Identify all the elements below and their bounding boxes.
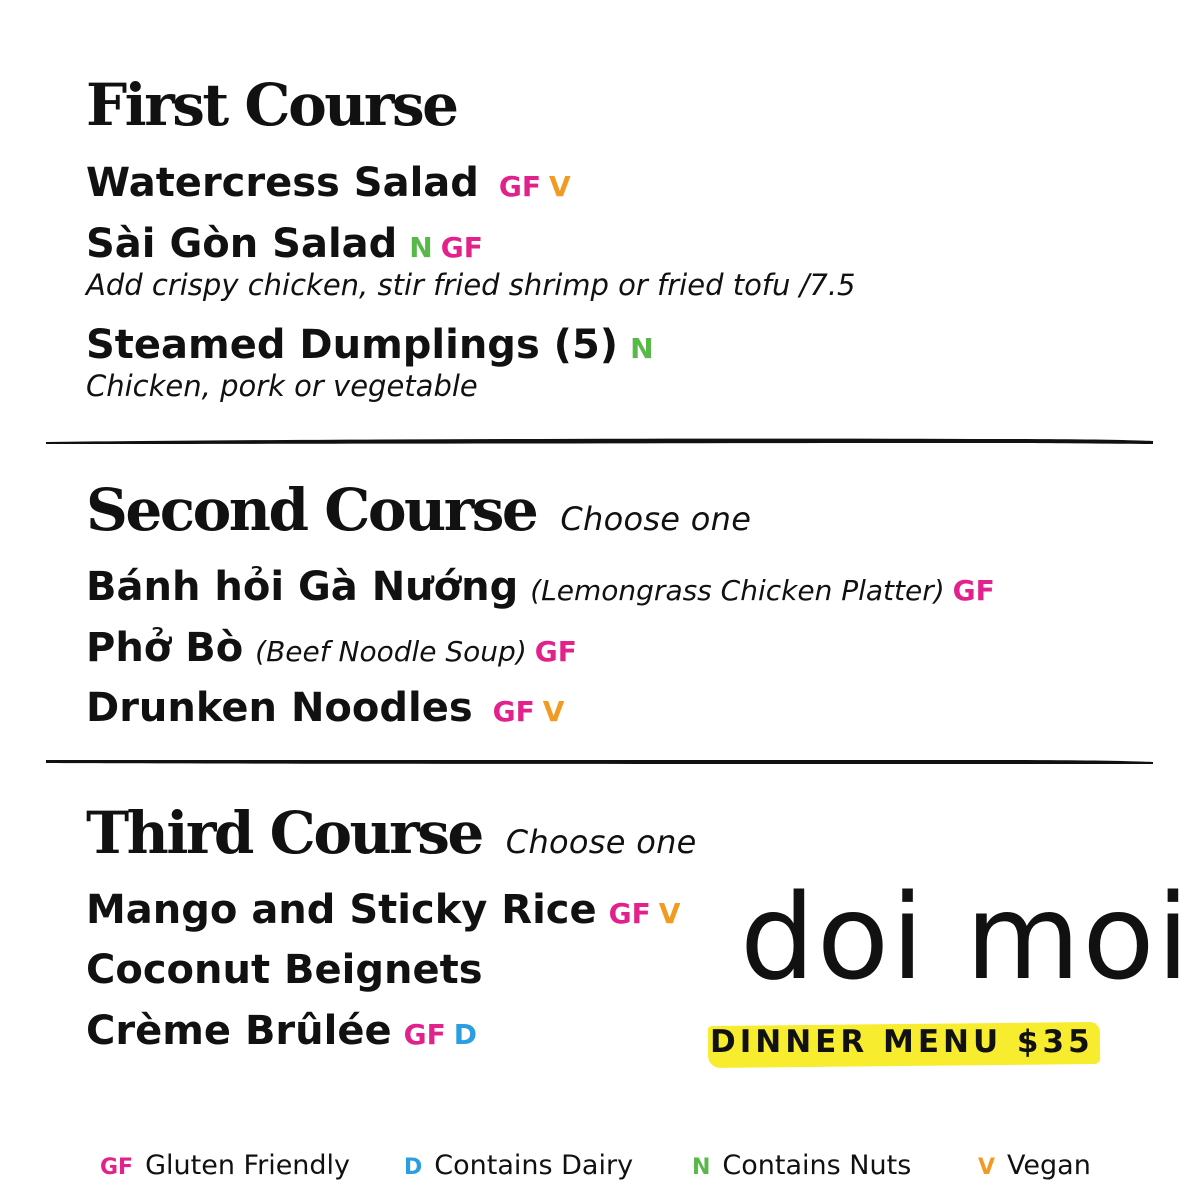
menu-item-mango-sticky-rice xyxy=(86,887,681,933)
item-name: Crème Brûlée xyxy=(86,1008,392,1054)
section-divider xyxy=(0,752,1201,770)
tag-vegan: V xyxy=(658,897,681,930)
tag-contains-nuts: N xyxy=(630,332,654,365)
item-name: Bánh hỏi Gà Nướng xyxy=(86,564,519,610)
brand-logo: doi moi xyxy=(740,868,1192,1006)
legend-label: Contains Dairy xyxy=(434,1150,634,1181)
course-subtitle: Choose one xyxy=(560,500,752,538)
tag-gluten-friendly: GF xyxy=(492,695,535,728)
legend-label: Vegan xyxy=(1007,1150,1091,1181)
legend-label: Gluten Friendly xyxy=(145,1150,351,1181)
legend-label: Contains Nuts xyxy=(722,1150,912,1181)
tag-contains-dairy: D xyxy=(453,1018,477,1051)
menu-item-coconut-beignets xyxy=(86,947,483,993)
menu-item-steamed-dumplings xyxy=(86,322,654,368)
menu-item-banh-hoi-ga-nuong xyxy=(86,564,995,610)
tag-vegan: V xyxy=(542,695,565,728)
menu-item-saigon-salad xyxy=(86,221,483,267)
tag-contains-nuts: N xyxy=(409,231,433,264)
tag-gluten-friendly: GF xyxy=(534,635,577,668)
course-title: First Course xyxy=(86,71,457,139)
item-description: Add crispy chicken, stir fried shrimp or fried tofu /7.5 xyxy=(86,268,856,302)
menu-item-pho-bo xyxy=(86,625,577,671)
tag-gluten-friendly: GF xyxy=(440,231,483,264)
third-course-heading xyxy=(86,799,697,867)
item-note: (Lemongrass Chicken Platter) xyxy=(530,574,945,607)
course-title: Third Course xyxy=(86,799,482,867)
legend-code: N xyxy=(692,1155,711,1180)
legend-code: GF xyxy=(100,1155,134,1180)
tag-gluten-friendly: GF xyxy=(608,897,651,930)
menu-item-watercress-salad xyxy=(86,160,571,206)
item-name: Sài Gòn Salad xyxy=(86,221,398,267)
legend-vegan xyxy=(978,1150,1091,1181)
dinner-menu-price: DINNER MENU $35 xyxy=(710,1024,1094,1060)
legend-code: D xyxy=(404,1155,423,1180)
course-subtitle: Choose one xyxy=(505,823,697,861)
legend-code: V xyxy=(978,1155,996,1180)
legend-contains-nuts xyxy=(692,1150,911,1181)
menu-item-creme-brulee xyxy=(86,1008,477,1054)
tag-gluten-friendly: GF xyxy=(403,1018,446,1051)
legend-contains-dairy xyxy=(404,1150,633,1181)
item-note: (Beef Noodle Soup) xyxy=(255,635,527,668)
item-name: Phở Bò xyxy=(86,625,244,671)
item-name: Watercress Salad xyxy=(86,160,479,206)
item-name: Coconut Beignets xyxy=(86,947,483,993)
course-title: Second Course xyxy=(86,476,537,544)
second-course-heading xyxy=(86,476,752,544)
item-name: Steamed Dumplings (5) xyxy=(86,322,619,368)
tag-gluten-friendly: GF xyxy=(498,170,542,203)
section-divider xyxy=(0,432,1201,450)
menu-item-drunken-noodles xyxy=(86,685,565,731)
legend-gluten-friendly xyxy=(100,1150,350,1181)
first-course-heading xyxy=(86,71,457,139)
tag-gluten-friendly: GF xyxy=(952,574,995,607)
item-name: Mango and Sticky Rice xyxy=(86,887,597,933)
tag-vegan: V xyxy=(549,170,571,203)
item-description: Chicken, pork or vegetable xyxy=(86,369,478,403)
item-name: Drunken Noodles xyxy=(86,685,473,731)
